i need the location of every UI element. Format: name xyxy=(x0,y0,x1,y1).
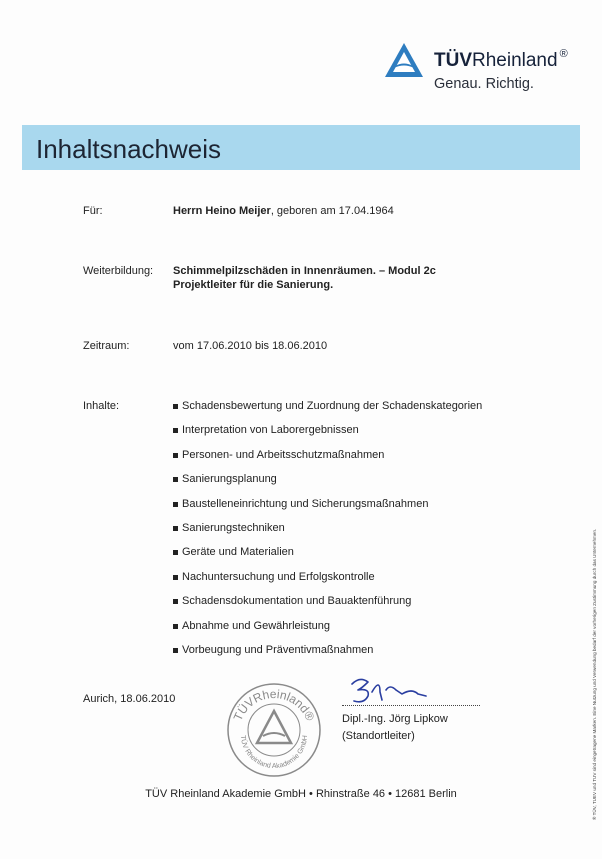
list-item: Baustelleneinrichtung und Sicherungsmaßnahmen xyxy=(173,498,482,522)
bullet-square-icon xyxy=(173,550,178,555)
period-label: Zeitraum: xyxy=(83,340,130,352)
logo-brand-name: TÜVRheinland ® xyxy=(434,48,568,71)
recipient-name: Herrn Heino Meijer xyxy=(173,205,271,217)
list-item: Interpretation von Laborergebnissen xyxy=(173,424,482,448)
bullet-square-icon xyxy=(173,404,178,409)
training-label: Weiterbildung: xyxy=(83,265,154,277)
logo-slogan: Genau. Richtig. xyxy=(434,76,534,92)
bullet-square-icon xyxy=(173,575,178,580)
signature-line xyxy=(342,705,480,706)
list-item: Nachuntersuchung und Erfolgskontrolle xyxy=(173,571,482,595)
bullet-square-icon xyxy=(173,648,178,653)
signer-block xyxy=(342,711,448,745)
document-title: Inhaltsnachweis xyxy=(36,134,221,164)
list-item: Sanierungsplanung xyxy=(173,473,482,497)
tuv-triangle-logo-icon xyxy=(384,42,424,78)
list-item: Vorbeugung und Präventivmaßnahmen xyxy=(173,644,482,668)
training-line-2: Projektleiter für die Sanierung. xyxy=(173,279,334,291)
list-item: Schadensdokumentation und Bauaktenführung xyxy=(173,595,482,619)
signer-role: (Standortleiter) xyxy=(342,730,415,742)
recipient-value xyxy=(173,205,394,217)
contents-list xyxy=(173,400,482,668)
list-item: Geräte und Materialien xyxy=(173,546,482,570)
training-line-1: Schimmelpilzschäden in Innenräumen. – Modul 2c xyxy=(173,265,436,277)
title-banner xyxy=(22,125,580,170)
place-and-date: Aurich, 18.06.2010 xyxy=(83,693,176,705)
bullet-square-icon xyxy=(173,502,178,507)
contents-label: Inhalte: xyxy=(83,400,120,412)
trademark-side-note: ® TÜV, TUEV und TUV sind eingetragene Marken. Eine Nutzung und Verwendung bedarf der vorherigen Zustimmung durch das Unternehmen. xyxy=(592,528,597,820)
list-item: Personen- und Arbeitsschutzmaßnahmen xyxy=(173,449,482,473)
bullet-square-icon xyxy=(173,453,178,458)
signer-name: Dipl.-Ing. Jörg Lipkow xyxy=(342,713,448,725)
bullet-square-icon xyxy=(173,477,178,482)
seal-top-text: TÜVRheinland® xyxy=(230,686,318,724)
footer-address: TÜV Rheinland Akademie GmbH • Rhinstraße 46 • 12681 Berlin xyxy=(145,788,457,800)
svg-text:TÜVRheinland® xyxy=(231,687,318,723)
recipient-birth: , geboren am 17.04.1964 xyxy=(270,205,394,217)
list-item: Sanierungstechniken xyxy=(173,522,482,546)
list-item: Abnahme und Gewährleistung xyxy=(173,620,482,644)
recipient-label: Für: xyxy=(83,205,103,217)
bullet-square-icon xyxy=(173,599,178,604)
seal-bottom-text: TÜV Rheinland Akademie GmbH xyxy=(238,734,310,771)
handwritten-signature-icon xyxy=(346,674,430,706)
list-item: Schadensbewertung und Zuordnung der Schadenskategorien xyxy=(173,400,482,424)
bullet-square-icon xyxy=(173,428,178,433)
tuv-seal-stamp-icon xyxy=(225,681,323,779)
period-value: vom 17.06.2010 bis 18.06.2010 xyxy=(173,340,328,352)
svg-text:TÜV Rheinland Akademie GmbH xyxy=(239,735,309,770)
bullet-square-icon xyxy=(173,624,178,629)
bullet-square-icon xyxy=(173,526,178,531)
